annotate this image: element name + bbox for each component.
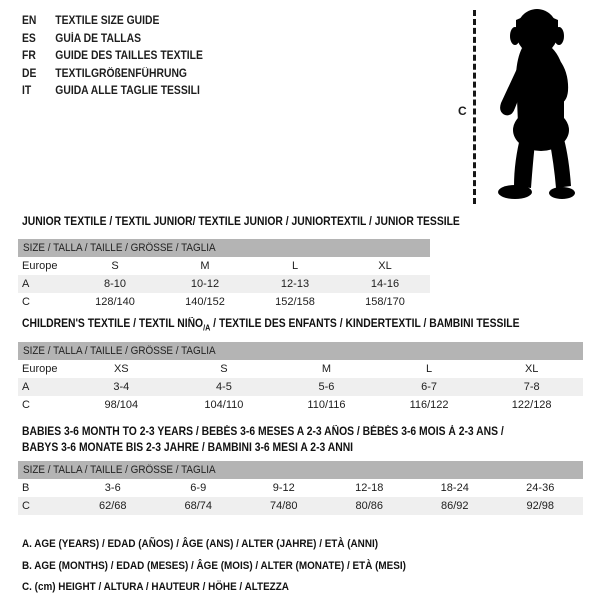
table-cell: 116/122 [409,399,449,412]
language-row [22,48,203,66]
table-row-europe [18,360,583,378]
table-cell: XL [524,363,539,376]
table-cell: 68/74 [184,500,213,512]
row-label: A [22,278,30,290]
table-title-text: / TEXTILE DES ENFANTS / KINDERTEXTIL / BAMBINI TESSILE [210,318,520,330]
table-cell: 140/152 [185,296,225,308]
table-row-c [18,497,583,515]
table-cell: 152/158 [275,296,315,308]
table-cell: 9-12 [272,482,295,494]
table-title-line [22,424,527,440]
footnote-a: A. AGE (YEARS) / EDAD (AÑOS) / ÂGE (ANS) / ALTER (JAHRE) / ETÀ (ANNI) [22,538,379,550]
table-row-c [18,293,430,311]
language-code: DE [22,67,37,80]
height-dashed-line [473,10,476,204]
table-cell: 12-18 [355,482,384,494]
size-header-label: SIZE / TALLA / TAILLE / GRÖSSE / TAGLIA [23,345,216,358]
height-figure [450,6,600,208]
table-cell: S [111,260,119,272]
table-cell: XL [378,260,392,272]
language-row [22,31,203,49]
row-label: C [22,399,30,412]
footnote-b: B. AGE (MONTHS) / EDAD (MESES) / ÂGE (MOIS) / ALTER (MONATE) / ETÀ (MESI) [22,559,406,572]
table-cell: 10-12 [190,278,220,290]
language-title-list [22,13,223,101]
row-label: Europe [22,260,58,272]
table-cell: 92/98 [526,500,555,512]
table-title-text: JUNIOR TEXTILE / TEXTIL JUNIOR/ TEXTILE JUNIOR / JUNIORTEXTIL / JUNIOR TESSILE [22,216,460,228]
table-cell: 5-6 [318,381,335,394]
table-cell: 110/116 [307,399,346,412]
table-row-europe [18,257,430,275]
size-table-children [18,316,583,414]
footnotes [22,534,449,599]
table-cell: L [291,260,299,272]
guide-title: GUÍA DE TALLAS [55,32,141,45]
table-cell: 122/128 [511,399,552,412]
table-cell: 6-9 [190,482,207,494]
footnote-c: C. (cm) HEIGHT / ALTURA / HAUTEUR / HÖHE / ALTEZZA [22,581,289,593]
table-cell: 12-13 [280,278,310,290]
row-label: A [22,381,30,394]
guide-title: GUIDA ALLE TAGLIE TESSILI [55,85,200,97]
table-cell: M [200,260,210,272]
row-label: B [22,482,30,494]
table-cell: M [321,363,332,376]
size-table-junior [18,214,460,311]
table-cell: 98/104 [104,399,139,412]
row-label: C [22,296,30,308]
row-label: Europe [22,363,58,376]
table-title-text: BABYS 3-6 MONATE BIS 2-3 JAHRE / BAMBINI 3-6 MESI A 2-3 ANNI [22,442,354,454]
language-row [22,83,203,101]
table-title [18,316,583,336]
table-cell: 3-4 [113,381,130,394]
table-cell: 128/140 [95,296,135,308]
table-cell: 24-36 [526,482,555,494]
size-header-band [18,239,430,257]
table-cell: 104/110 [204,399,244,412]
size-header-band [18,461,583,479]
table-cell: 8-10 [103,278,127,290]
table-title [18,214,460,230]
size-header-label: SIZE / TALLA / TAILLE / GRÖSSE / TAGLIA [23,464,216,476]
guide-title: TEXTILGRÖßENFÜHRUNG [55,67,187,80]
size-table-babies [18,424,583,515]
language-code: FR [22,50,36,62]
table-cell: XS [113,363,129,376]
table-cell: 18-24 [440,482,469,494]
table-cell: 14-16 [370,278,400,290]
size-header-label: SIZE / TALLA / TAILLE / GRÖSSE / TAGLIA [23,242,216,254]
table-title-line [22,440,527,456]
table-title-line [22,316,527,336]
row-label: C [22,500,30,512]
table-title-text: CHILDREN'S TEXTILE / TEXTIL NIÑO [22,318,204,330]
table-cell: 158/170 [365,296,405,308]
language-code: IT [22,85,32,97]
table-cell: 86/92 [440,500,469,512]
language-code: EN [22,15,37,27]
table-cell: 74/80 [269,500,298,512]
table-title-text: /A [203,323,211,333]
language-row [22,66,203,84]
table-cell: 62/68 [98,500,127,512]
table-row-a [18,378,583,396]
height-measure-label: C [458,104,467,118]
guide-title: GUIDE DES TAILLES TEXTILE [55,50,203,62]
table-cell: 7-8 [523,381,540,394]
table-row-a [18,275,430,293]
table-cell: 80/86 [355,500,384,512]
table-title [18,424,583,456]
size-header-band [18,342,583,360]
table-cell: 6-7 [421,381,438,394]
table-cell: L [426,363,433,376]
table-cell: 3-6 [104,482,121,494]
language-row [22,13,203,31]
baby-silhouette-icon [484,6,596,206]
table-title-text: BABIES 3-6 MONTH TO 2-3 YEARS / BEBÉS 3-6 MESES A 2-3 AÑOS / BÉBÉS 3-6 MOIS À 2-3 ANS / [22,426,504,438]
table-cell: S [220,363,228,376]
table-row-b [18,479,583,497]
guide-title: TEXTILE SIZE GUIDE [55,15,160,27]
language-code: ES [22,32,36,45]
table-cell: 4-5 [215,381,232,394]
table-title-line [22,214,460,230]
table-row-c [18,396,583,414]
